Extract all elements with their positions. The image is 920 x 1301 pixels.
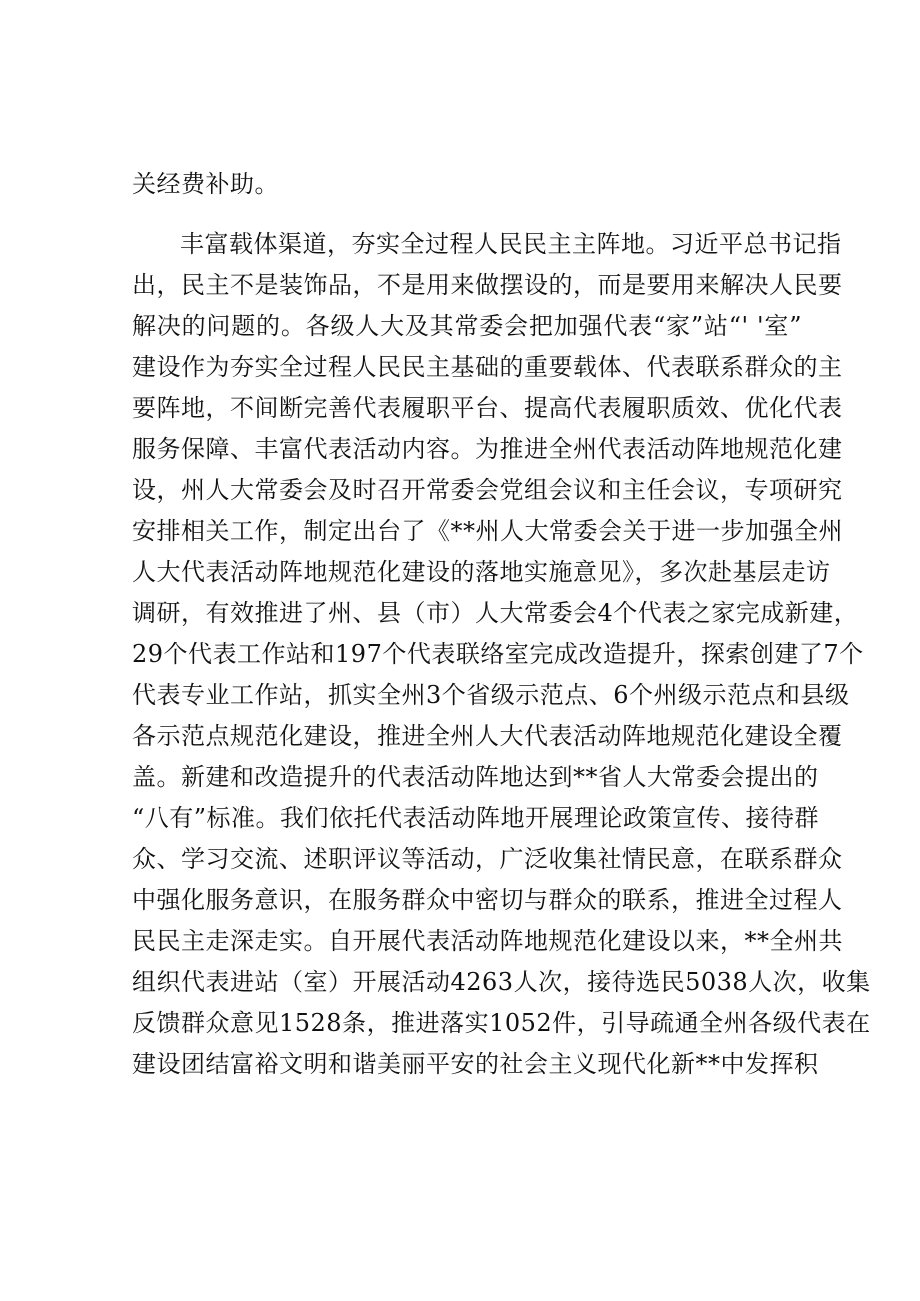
text-line: 中强化服务意识，在服务群众中密切与群众的联系，推进全过程人 xyxy=(132,886,843,914)
text-line: 服务保障、丰富代表活动内容。为推进全州代表活动阵地规范化建 xyxy=(132,435,843,463)
text-line: 各示范点规范化建设，推进全州人大代表活动阵地规范化建设全覆 xyxy=(132,722,843,750)
text-line: 设，州人大常委会及时召开常委会党组会议和主任会议，专项研究 xyxy=(132,476,843,504)
text-line: 组织代表进站（室）开展活动4263人次，接待选民5038人次，收集 xyxy=(132,968,871,996)
paragraph-first-line: 丰富载体渠道，夯实全过程人民民主主阵地。习近平总书记指 xyxy=(180,230,842,258)
text-line: 人大代表活动阵地规范化建设的落地实施意见》，多次赴基层走访 xyxy=(132,558,831,586)
text-line: 盖。新建和改造提升的代表活动阵地达到**省人大常委会提出的 xyxy=(132,763,819,791)
text-line: 关经费补助。 xyxy=(132,170,279,198)
text-line: 代表专业工作站，抓实全州3个省级示范点、6个州级示范点和县级 xyxy=(132,681,850,709)
text-line: 反馈群众意见1528条，推进落实1052件，引导疏通全州各级代表在 xyxy=(132,1009,871,1037)
text-line: “八有”标准。我们依托代表活动阵地开展理论政策宣传、接待群 xyxy=(132,804,820,832)
text-line: 民民主走深走实。自开展代表活动阵地规范化建设以来，**全州共 xyxy=(132,927,843,955)
text-line: 要阵地，不间断完善代表履职平台、提高代表履职质效、优化代表 xyxy=(132,394,843,422)
text-line: 29个代表工作站和197个代表联络室完成改造提升，探索创建了7个 xyxy=(132,640,864,668)
text-line: 安排相关工作，制定出台了《**州人大常委会关于进一步加强全州 xyxy=(132,517,843,545)
text-line: 众、学习交流、述职评议等活动，广泛收集社情民意，在联系群众 xyxy=(132,845,843,873)
text-line: 建设作为夯实全过程人民民主基础的重要载体、代表联系群众的主 xyxy=(132,353,843,381)
text-line: 建设团结富裕文明和谐美丽平安的社会主义现代化新**中发挥积 xyxy=(132,1050,819,1078)
text-line: 调研，有效推进了州、县（市）人大常委会4个代表之家完成新建， xyxy=(132,599,859,627)
text-line: 解决的问题的。各级人大及其常委会把加强代表“家”站“' '室” xyxy=(132,312,802,340)
text-line: 出，民主不是装饰品，不是用来做摆设的，而是要用来解决人民要 xyxy=(132,271,843,299)
